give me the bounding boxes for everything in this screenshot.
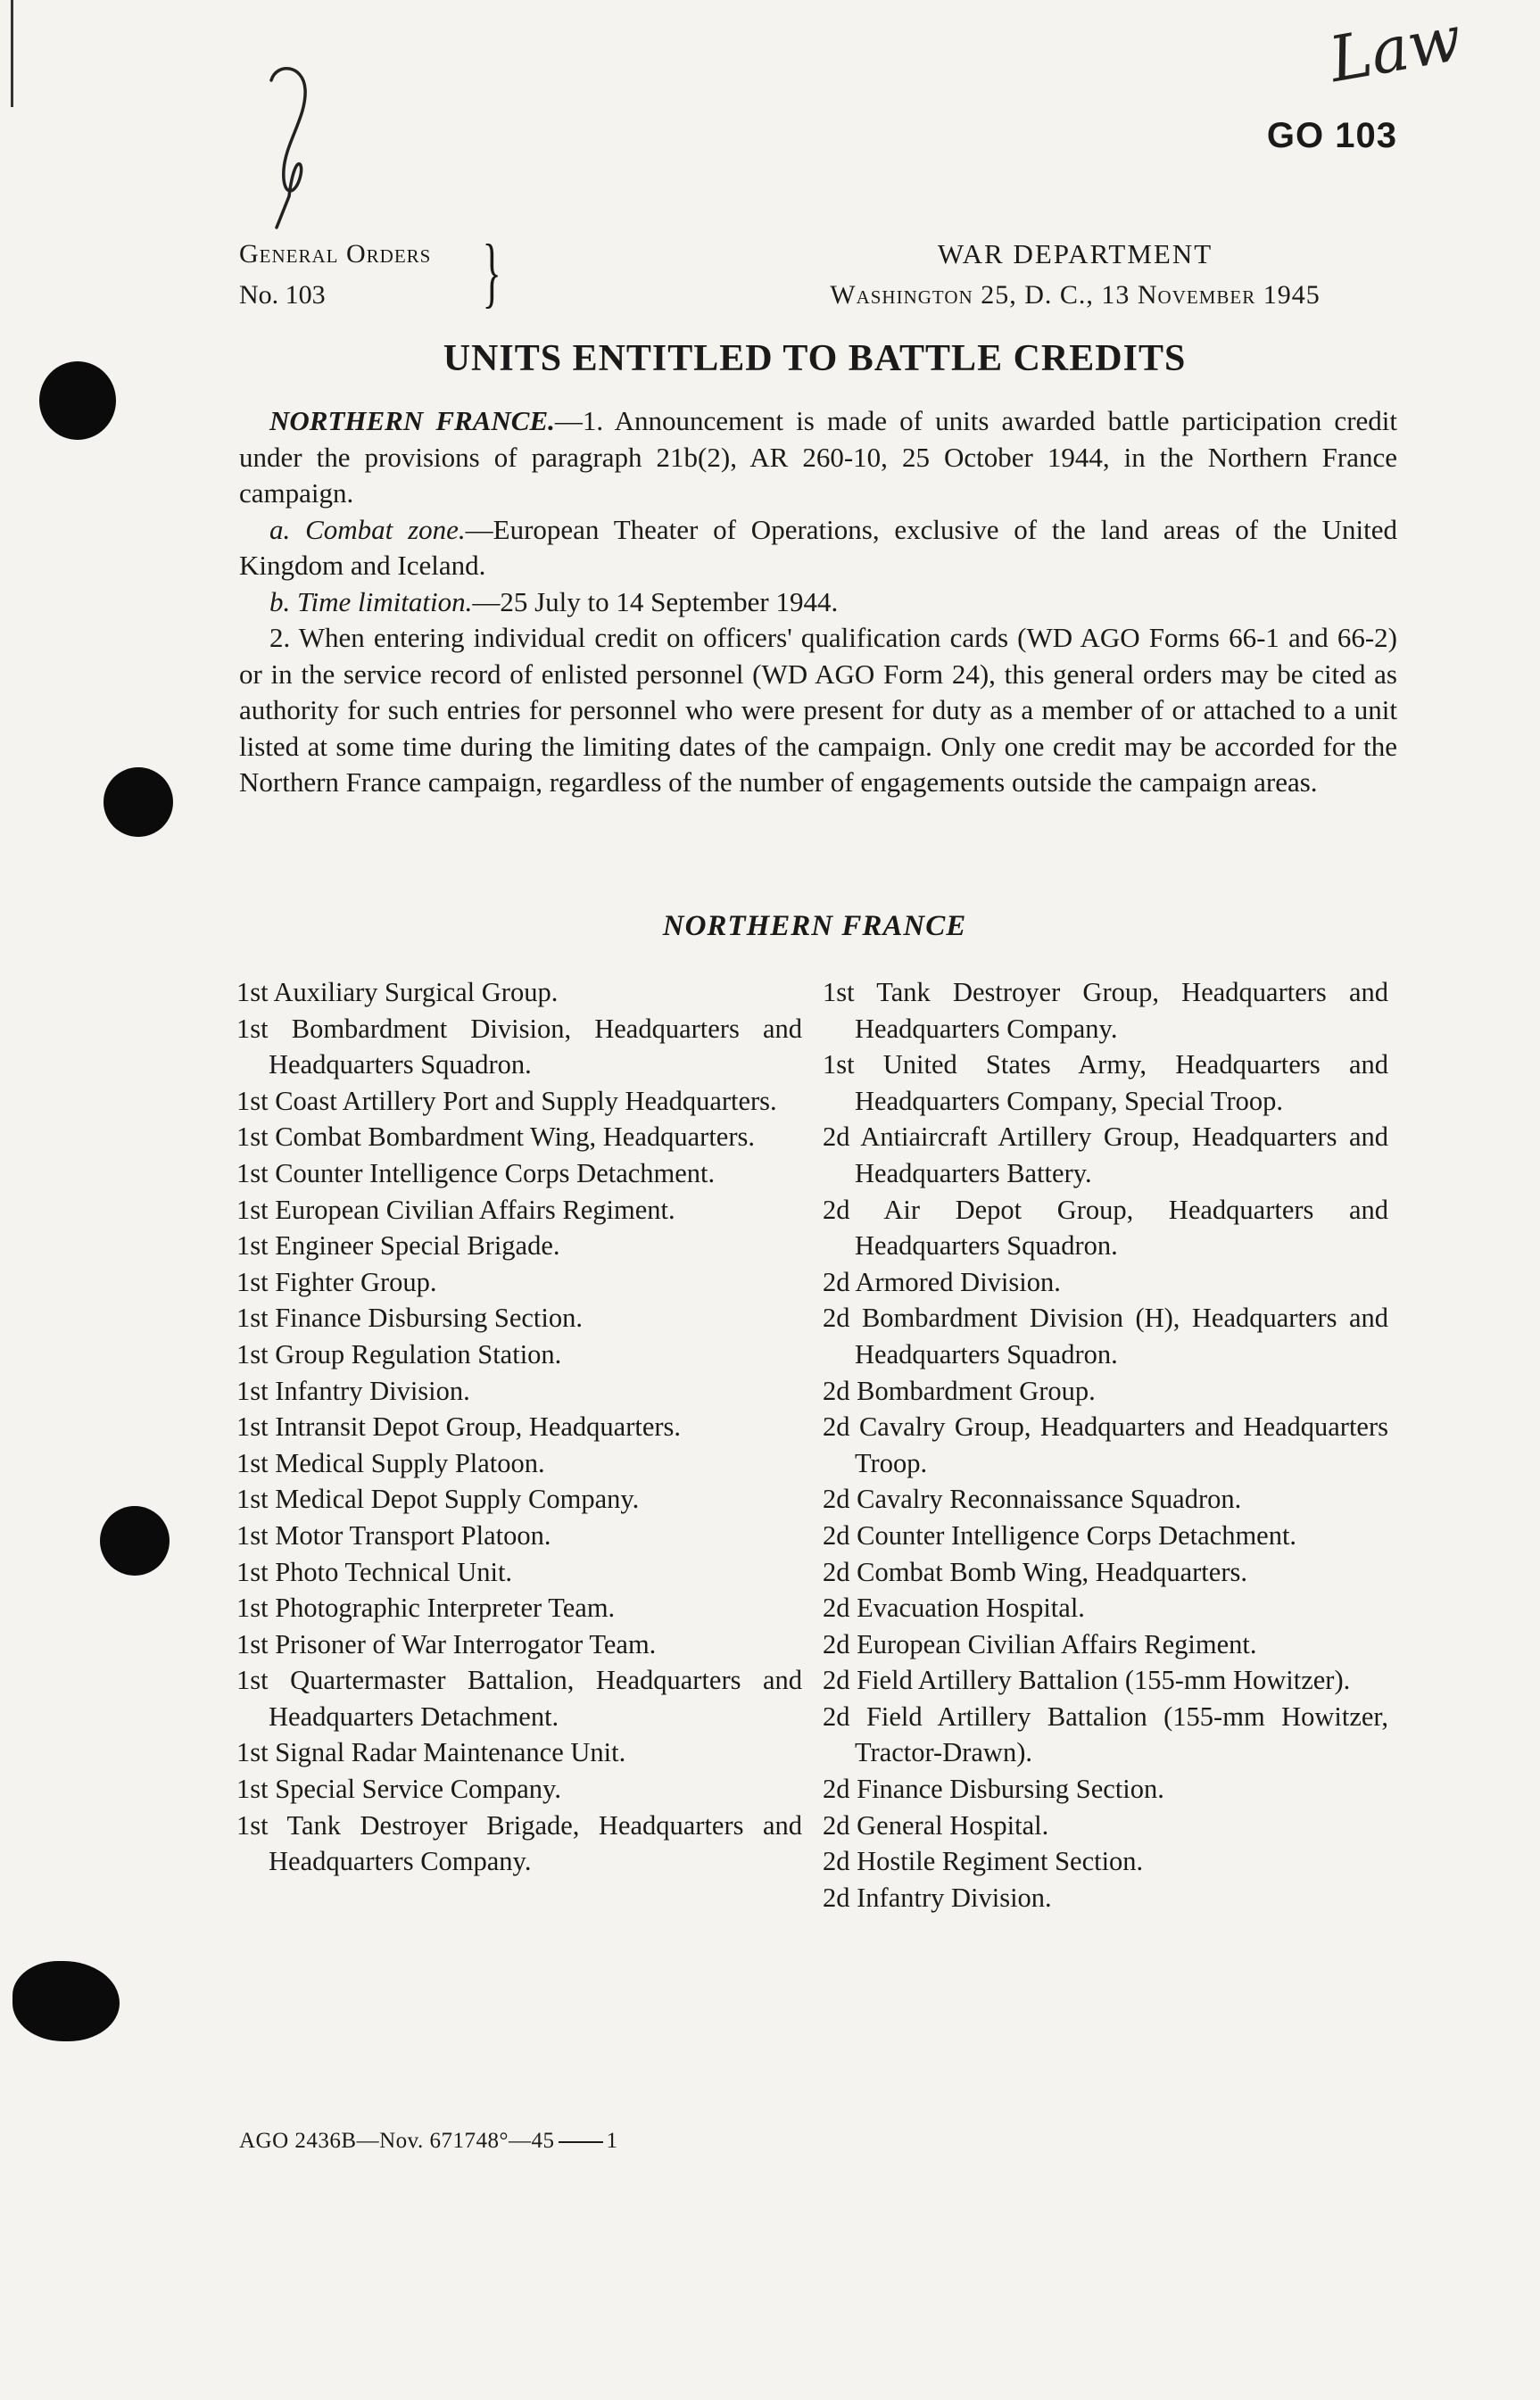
list-item: 2d Evacuation Hospital.	[823, 1593, 1085, 1624]
footer-code: AGO 2436B—Nov. 671748°—45	[239, 2129, 555, 2153]
list-item: 1st Fighter Group.	[236, 1266, 437, 1297]
list-item: 2d Air Depot Group, Headquarters and Headquarters Squadron.	[823, 1194, 1388, 1262]
footer-dash	[559, 2141, 603, 2143]
orders-label: General Orders	[239, 239, 432, 269]
list-item: 2d Finance Disbursing Section.	[823, 1774, 1164, 1805]
page-number: 1	[606, 2129, 618, 2153]
paragraph-a-text: —European Theater of Operations, exclusive of the land areas of the United Kingdom and Iceland.	[239, 513, 1398, 581]
list-item: 2d Bombardment Division (H), Headquarters and Headquarters Squadron.	[823, 1303, 1388, 1370]
punch-hole	[39, 361, 116, 440]
list-item: 2d Infantry Division.	[823, 1882, 1052, 1913]
list-item: 2d European Civilian Affairs Regiment.	[823, 1628, 1257, 1659]
list-item: 1st Auxiliary Surgical Group.	[236, 977, 559, 1007]
list-title: NORTHERN FRANCE	[662, 910, 967, 942]
list-item: 1st Tank Destroyer Brigade, Headquarters and Headquarters Company.	[236, 1809, 802, 1877]
orders-header	[239, 234, 431, 316]
punch-hole	[100, 1506, 170, 1576]
orders-number: No. 103	[239, 280, 326, 310]
list-item: 1st Medical Supply Platoon.	[236, 1447, 545, 1478]
list-item: 1st United States Army, Headquarters and Headquarters Company, Special Troop.	[823, 1049, 1388, 1116]
list-item: 1st Finance Disbursing Section.	[236, 1303, 583, 1334]
list-item: 2d Antiaircraft Artillery Group, Headquarters and Headquarters Battery.	[823, 1121, 1388, 1188]
list-item: 1st Infantry Division.	[236, 1375, 470, 1406]
punch-hole	[12, 1961, 120, 2041]
paragraph-b	[239, 584, 1397, 621]
handwritten-note: Law	[1324, 1, 1468, 97]
list-item: 1st Prisoner of War Interrogator Team.	[236, 1628, 657, 1659]
list-item: 1st Photographic Interpreter Team.	[236, 1593, 616, 1624]
paragraph-2: 2. When entering individual credit on officers' qualification cards (WD AGO Forms 66-1 and 66-2) or in the service record of enlisted personnel (WD AGO Form 24), this general orders may be cited as authority for such entries for personnel who were present for duty as a member of or attached to a unit listed at some time during the limiting dates of the campaign. Only one credit may be accorded for the Northern France campaign, regardless of the number of engagements outside the campaign areas.	[239, 622, 1397, 798]
general-order-number: GO 103	[1266, 116, 1397, 155]
list-item: 2d Cavalry Group, Headquarters and Headquarters Troop.	[823, 1411, 1388, 1478]
list-item: 2d Combat Bomb Wing, Headquarters.	[823, 1556, 1247, 1587]
handwritten-mark-two	[259, 62, 339, 232]
paragraph-1	[239, 403, 1397, 512]
page-title: UNITS ENTITLED TO BATTLE CREDITS	[443, 338, 1187, 379]
list-item: 1st Medical Depot Supply Company.	[236, 1484, 640, 1515]
list-item: 1st Quartermaster Battalion, Headquarters and Headquarters Detachment.	[236, 1665, 802, 1732]
punch-hole	[103, 767, 173, 837]
scan-edge-line	[11, 0, 13, 107]
list-item: 1st Engineer Special Brigade.	[236, 1230, 560, 1262]
list-item: 2d Field Artillery Battalion (155-mm Howitzer, Tractor-Drawn).	[823, 1701, 1388, 1768]
list-item: 2d Field Artillery Battalion (155-mm Howitzer).	[823, 1665, 1351, 1696]
page-footer	[239, 2129, 618, 2154]
list-item: 1st Combat Bombardment Wing, Headquarters.	[236, 1121, 755, 1153]
list-item: 1st Group Regulation Station.	[236, 1338, 562, 1370]
list-item: 1st Counter Intelligence Corps Detachment.	[236, 1157, 716, 1188]
list-item: 1st Bombardment Division, Headquarters and Headquarters Squadron.	[236, 1013, 802, 1080]
list-item: 1st Photo Technical Unit.	[236, 1556, 513, 1587]
list-item: 2d Counter Intelligence Corps Detachment.	[823, 1519, 1297, 1551]
list-item: 2d Hostile Regiment Section.	[823, 1846, 1144, 1877]
list-item: 2d Cavalry Reconnaissance Squadron.	[823, 1484, 1242, 1515]
place-and-date: Washington 25, D. C., 13 November 1945	[830, 280, 1321, 310]
paragraph-a-heading: a. Combat zone.	[269, 513, 466, 545]
list-item: 1st Intransit Depot Group, Headquarters.	[236, 1411, 682, 1443]
brace-glyph: }	[482, 229, 501, 316]
units-left-column	[236, 974, 802, 1880]
paragraph-a	[239, 512, 1397, 584]
paragraph-b-text: —25 July to 14 September 1944.	[472, 585, 839, 617]
paragraph-1-text: —1. Announcement is made of units awarded battle participation credit under the provisions of paragraph 21b(2), AR 260-10, 25 October 1944, in the Northern France campaign.	[239, 405, 1398, 509]
list-item: 2d Armored Division.	[823, 1266, 1061, 1297]
department-name: WAR DEPARTMENT	[937, 238, 1213, 269]
list-item: 1st European Civilian Affairs Regiment.	[236, 1194, 675, 1225]
list-item: 1st Tank Destroyer Group, Headquarters and Headquarters Company.	[823, 977, 1388, 1044]
announcement-body	[239, 403, 1397, 801]
list-item: 2d General Hospital.	[823, 1809, 1049, 1841]
list-item: 2d Bombardment Group.	[823, 1375, 1096, 1406]
list-item: 1st Motor Transport Platoon.	[236, 1519, 551, 1551]
paragraph-1-heading: NORTHERN FRANCE.	[269, 405, 555, 436]
units-right-column	[823, 974, 1388, 1916]
list-item: 1st Signal Radar Maintenance Unit.	[236, 1737, 626, 1768]
list-item: 1st Special Service Company.	[236, 1774, 561, 1805]
department-header	[785, 234, 1365, 316]
paragraph-b-heading: b. Time limitation.	[269, 585, 473, 617]
list-item: 1st Coast Artillery Port and Supply Headquarters.	[236, 1085, 777, 1116]
